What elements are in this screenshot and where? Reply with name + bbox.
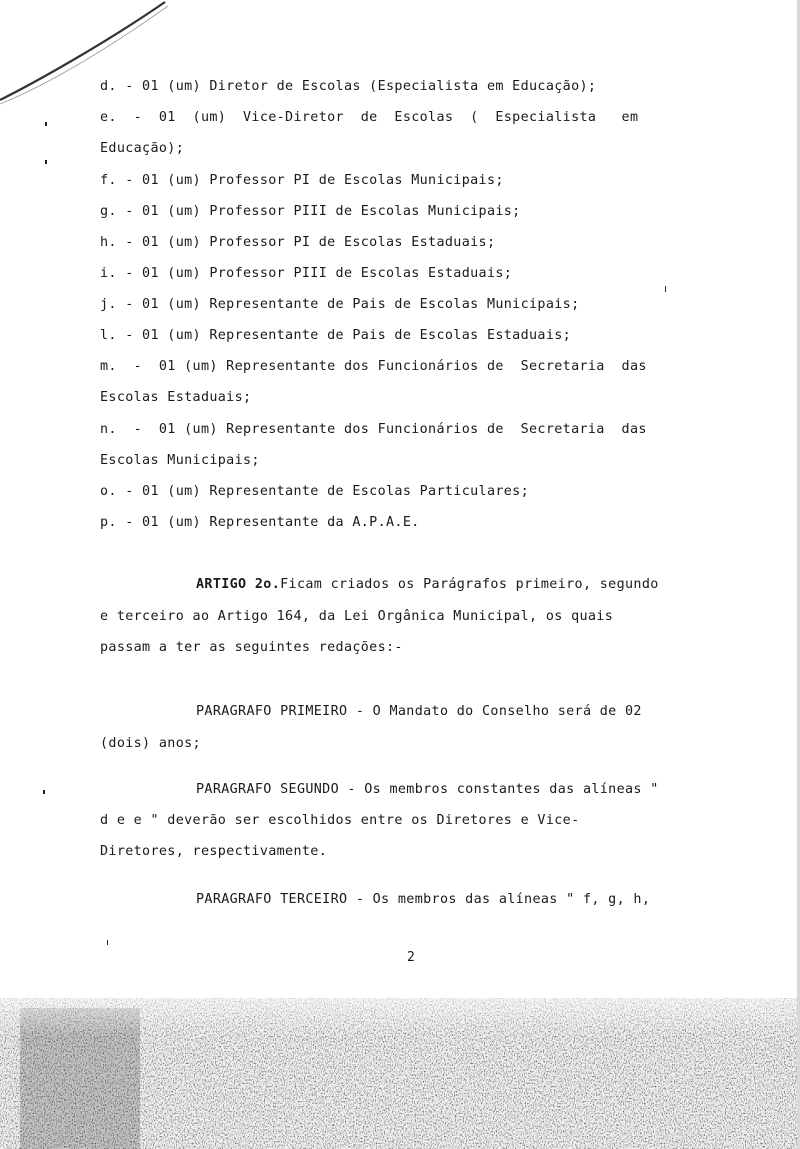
item-p: p. - 01 (um) Representante da A.P.A.E. — [100, 515, 420, 530]
paragrafo-primeiro-cont: (dois) anos; — [100, 736, 201, 751]
item-e — [100, 109, 725, 127]
item-m — [100, 358, 725, 376]
artigo-text: Ficam criados os Parágrafos primeiro, segundo — [280, 577, 659, 592]
item-f: f. - 01 (um) Professor PI de Escolas Municipais; — [100, 173, 504, 188]
scan-speck — [45, 160, 47, 164]
scan-speck — [45, 122, 47, 126]
paragrafo-terceiro: PARAGRAFO TERCEIRO - Os membros das alíneas " f, g, h, — [196, 892, 651, 907]
item-m-text: m. - 01 (um) Representante dos Funcionários de Secretaria das — [100, 359, 647, 374]
item-o: o. - 01 (um) Representante de Escolas Particulares; — [100, 484, 530, 499]
scan-noise-band — [0, 998, 800, 1149]
page-number: 2 — [407, 950, 415, 965]
item-d: d. - 01 (um) Diretor de Escolas (Especialista em Educação); — [100, 79, 597, 94]
paragrafo-segundo: PARAGRAFO SEGUNDO - Os membros constantes das alíneas " — [196, 782, 659, 797]
item-e-cont: Educação); — [100, 141, 185, 156]
item-j: j. - 01 (um) Representante de Pais de Escolas Municipais; — [100, 297, 580, 312]
item-g: g. - 01 (um) Professor PIII de Escolas Municipais; — [100, 204, 521, 219]
scan-speck — [665, 286, 666, 292]
artigo-line-3: passam a ter as seguintes redações:- — [100, 640, 403, 655]
scan-speck — [43, 790, 45, 794]
item-e-text: e. - 01 (um) Vice-Diretor de Escolas ( Especialista em — [100, 110, 639, 125]
paragrafo-segundo-line-2: d e e " deverão ser escolhidos entre os Diretores e Vice- — [100, 813, 580, 828]
artigo-line-2: e terceiro ao Artigo 164, da Lei Orgânica Municipal, os quais — [100, 609, 614, 624]
item-h: h. - 01 (um) Professor PI de Escolas Estaduais; — [100, 235, 496, 250]
scan-speck — [107, 940, 108, 945]
item-n — [100, 421, 725, 439]
paragrafo-segundo-line-3: Diretores, respectivamente. — [100, 844, 328, 859]
artigo-heading — [196, 576, 726, 594]
item-l: l. - 01 (um) Representante de Pais de Escolas Estaduais; — [100, 328, 572, 343]
item-n-cont: Escolas Municipais; — [100, 453, 260, 468]
paragrafo-primeiro: PARAGRAFO PRIMEIRO - O Mandato do Conselho será de 02 — [196, 704, 642, 719]
item-n-text: n. - 01 (um) Representante dos Funcionários de Secretaria das — [100, 422, 647, 437]
artigo-label: ARTIGO 2o. — [196, 577, 281, 592]
item-i: i. - 01 (um) Professor PIII de Escolas Estaduais; — [100, 266, 513, 281]
item-m-cont: Escolas Estaduais; — [100, 390, 252, 405]
